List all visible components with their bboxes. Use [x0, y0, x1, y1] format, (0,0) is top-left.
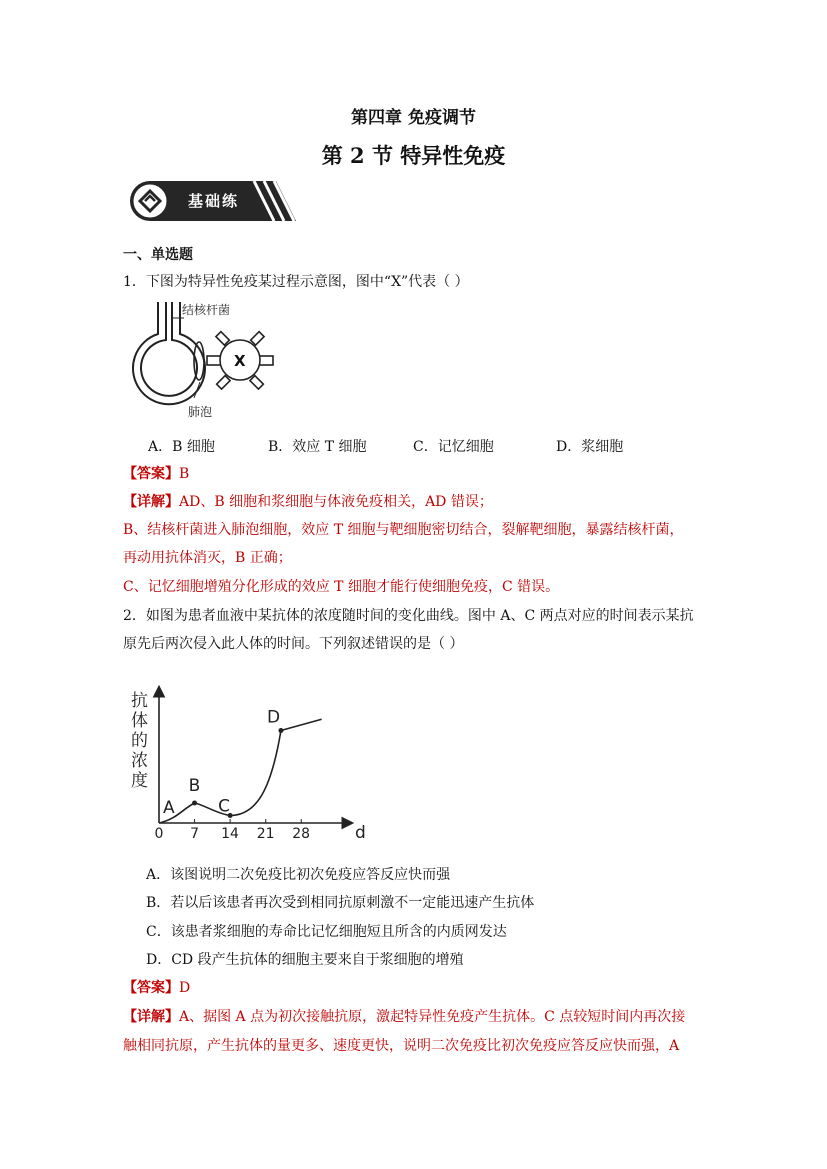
x-tick-label: 14	[221, 826, 239, 842]
q1-detail-line-1: 【详解】AD、B 细胞和浆细胞与体液免疫相关，AD 错误；	[123, 494, 493, 510]
q2-stem-line-2: 原先后两次侵入此人体的时间。下列叙述错误的是（ ）	[123, 636, 464, 652]
q1-answer-value: B	[179, 466, 190, 482]
antibody-curve	[159, 719, 322, 823]
q1-detail-line-4: C、记忆细胞增殖分化形成的效应 T 细胞才能行使细胞免疫，C 错误。	[123, 579, 560, 595]
point-label-d: D	[266, 707, 281, 728]
y-axis-label-char: 浓	[131, 751, 148, 771]
basic-practice-banner	[126, 177, 300, 225]
section-heading: 一、单选题	[123, 247, 193, 263]
point-label-a: A	[163, 798, 175, 818]
y-axis-label-char: 体	[131, 711, 148, 731]
chapter-title: 第四章 免疫调节	[351, 108, 476, 128]
q2-answer-value: D	[179, 980, 191, 996]
x-tick-label: 28	[292, 826, 311, 842]
q2-option-a: A．该图说明二次免疫比初次免疫应答反应快而强	[146, 867, 451, 883]
banner-label: 基础练	[188, 192, 240, 210]
q1-option-c: C．记忆细胞	[413, 439, 494, 455]
point-label-b: B	[188, 776, 201, 796]
q2-detail-line-2: 触相同抗原，产生抗体的量更多、速度更快，说明二次免疫比初次免疫应答反应快而强，A	[123, 1038, 680, 1054]
point-b	[192, 801, 197, 806]
q1-detail-tag: 【详解】	[123, 494, 179, 510]
q1-figure	[128, 302, 288, 424]
q2-option-c: C．该患者浆细胞的寿命比记忆细胞短且所含的内质网发达	[146, 924, 507, 940]
q2-detail-line-1: 【详解】A、据图 A 点为初次接触抗原，激起特异性免疫产生抗体。C 点较短时间内再次接	[123, 1009, 686, 1025]
q1-figure-label-bottom: 肺泡	[188, 405, 213, 419]
q2-option-d: D．CD 段产生抗体的细胞主要来自于浆细胞的增殖	[146, 952, 464, 968]
q1-figure-label-top: 结核杆菌	[182, 303, 231, 317]
x-tick-label: 7	[190, 826, 199, 842]
q1-answer-tag: 【答案】	[123, 466, 179, 482]
q1-answer	[123, 464, 713, 484]
section-title: 第 2 节 特异性免疫	[321, 143, 506, 168]
q1-stem: 1．下图为特异性免疫某过程示意图，图中“X”代表（ ）	[123, 274, 469, 290]
y-axis-label-char: 的	[131, 731, 148, 751]
q2-option-b: B．若以后该患者再次受到相同抗原刺激不一定能迅速产生抗体	[146, 895, 535, 911]
q1-option-d: D．浆细胞	[556, 439, 624, 455]
y-axis-label-char: 抗	[131, 691, 148, 711]
q1-option-b: B．效应 T 细胞	[268, 439, 367, 455]
q2-detail-tag: 【详解】	[123, 1009, 179, 1025]
x-tick-label: 21	[256, 826, 275, 842]
q1-option-a: A．B 细胞	[148, 439, 215, 455]
q2-answer-tag: 【答案】	[123, 980, 179, 996]
q1-figure-x: X	[234, 352, 246, 370]
q1-detail-line-3: 再动用抗体消灭，B 正确；	[123, 550, 292, 566]
q1-detail-line-2: B、结核杆菌进入肺泡细胞，效应 T 细胞与靶细胞密切结合，裂解靶细胞，暴露结核杆菌，	[123, 522, 684, 538]
q2-stem-line-1: 2．如图为患者血液中某抗体的浓度随时间的变化曲线。图中 A、C 两点对应的时间表示某抗	[123, 608, 694, 624]
y-axis-label-char: 度	[131, 771, 148, 791]
q2-chart	[125, 680, 375, 845]
y-axis-label	[131, 691, 148, 791]
point-label-c: C	[218, 796, 231, 817]
q2-answer	[123, 978, 713, 998]
x-axis-label: d	[355, 823, 366, 843]
point-d	[278, 728, 283, 733]
x-tick-label: 0	[154, 826, 164, 842]
